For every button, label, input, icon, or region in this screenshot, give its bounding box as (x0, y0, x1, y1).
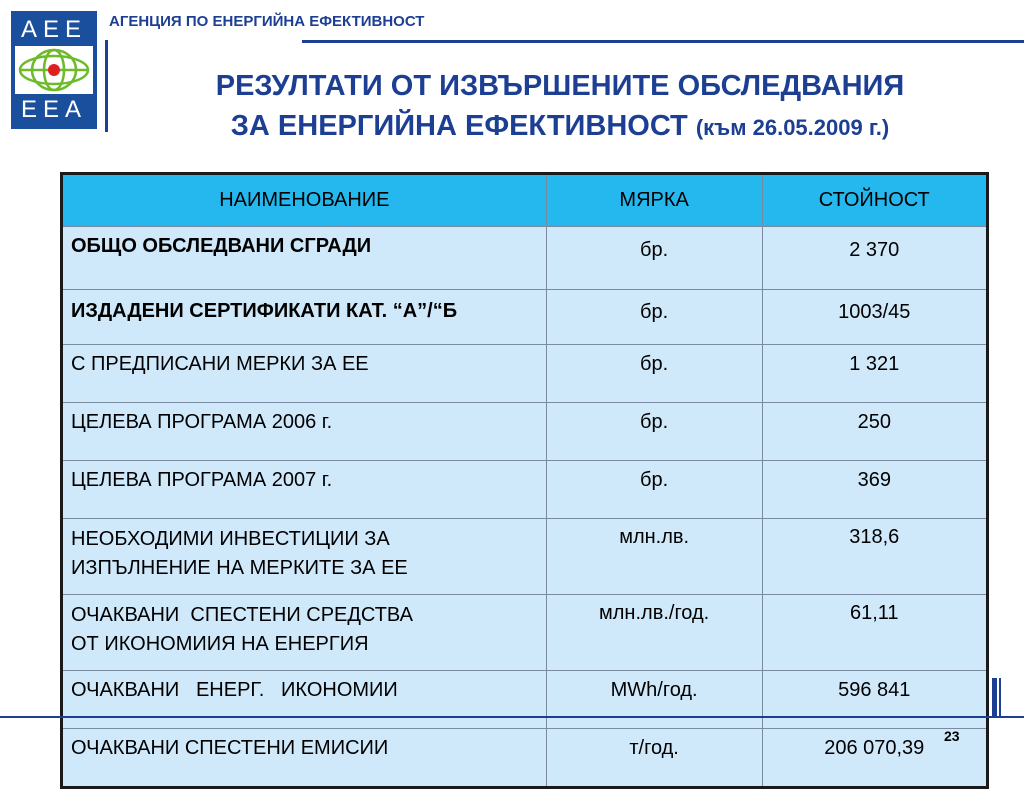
row-value: 61,11 (762, 595, 987, 671)
logo-bottom-text: EEA (20, 96, 88, 123)
row-unit: MWh/год. (546, 671, 762, 729)
table-header-row (62, 174, 988, 227)
row-value: 1 321 (762, 345, 987, 403)
table-row (62, 671, 988, 729)
row-name: ОЧАКВАНИ ЕНЕРГ. ИКОНОМИИ (62, 671, 547, 729)
agency-name: АГЕНЦИЯ ПО ЕНЕРГИЙНА ЕФЕКТИВНОСТ (109, 13, 425, 30)
page-number: 23 (944, 728, 960, 744)
row-name (62, 595, 547, 671)
table-row (62, 595, 988, 671)
logo-emblem (15, 46, 93, 94)
right-accent-bar-thin (999, 678, 1001, 718)
page-title (100, 66, 1020, 148)
row-value: 206 070,39 (762, 729, 987, 788)
row-value: 318,6 (762, 519, 987, 595)
row-name-line-2: ОТ ИКОНОМИИЯ НА ЕНЕРГИЯ (71, 633, 369, 655)
row-name: ЦЕЛЕВА ПРОГРАМА 2007 г. (62, 461, 547, 519)
divider-horizontal (302, 40, 1024, 43)
table-row (62, 461, 988, 519)
row-name: ОЧАКВАНИ СПЕСТЕНИ ЕМИСИИ (62, 729, 547, 788)
row-unit: бр. (546, 345, 762, 403)
logo-top-text: AEE (20, 16, 88, 43)
table-row (62, 290, 988, 345)
row-name: ЦЕЛЕВА ПРОГРАМА 2006 г. (62, 403, 547, 461)
row-unit: т/год. (546, 729, 762, 788)
table-row (62, 345, 988, 403)
row-unit: млн.лв./год. (546, 595, 762, 671)
row-name: ИЗДАДЕНИ СЕРТИФИКАТИ КАТ. “А”/“Б (62, 290, 547, 345)
row-name (62, 519, 547, 595)
table-row (62, 519, 988, 595)
agency-logo (11, 11, 97, 129)
title-line-1: РЕЗУЛТАТИ ОТ ИЗВЪРШЕНИТЕ ОБСЛЕДВАНИЯ (215, 70, 905, 102)
title-line-2-text: ЗА ЕНЕРГИЙНА ЕФЕКТИВНОСТ (230, 110, 688, 142)
header-unit: МЯРКА (546, 174, 762, 227)
row-value: 596 841 (762, 671, 987, 729)
table-row (62, 227, 988, 290)
row-name: С ПРЕДПИСАНИ МЕРКИ ЗА ЕЕ (62, 345, 547, 403)
results-table (60, 172, 989, 789)
title-date: (към 26.05.2009 г.) (695, 115, 890, 140)
title-line-2 (100, 106, 1020, 148)
row-name-line-1: ОЧАКВАНИ СПЕСТЕНИ СРЕДСТВА (71, 604, 413, 626)
header-name: НАИМЕНОВАНИЕ (62, 174, 547, 227)
right-accent-bar (992, 678, 997, 718)
table-row (62, 729, 988, 788)
row-value: 1003/45 (762, 290, 987, 345)
row-name: ОБЩО ОБСЛЕДВАНИ СГРАДИ (62, 227, 547, 290)
row-value: 2 370 (762, 227, 987, 290)
row-name-line-2: ИЗПЪЛНЕНИЕ НА МЕРКИТЕ ЗА ЕЕ (71, 557, 408, 579)
row-unit: бр. (546, 403, 762, 461)
row-value: 250 (762, 403, 987, 461)
row-unit: млн.лв. (546, 519, 762, 595)
row-unit: бр. (546, 290, 762, 345)
row-value: 369 (762, 461, 987, 519)
table-row (62, 403, 988, 461)
footer-line (0, 716, 1024, 718)
row-unit: бр. (546, 461, 762, 519)
row-name-line-1: НЕОБХОДИМИ ИНВЕСТИЦИИ ЗА (71, 528, 390, 550)
header-value: СТОЙНОСТ (762, 174, 987, 227)
row-unit: бр. (546, 227, 762, 290)
